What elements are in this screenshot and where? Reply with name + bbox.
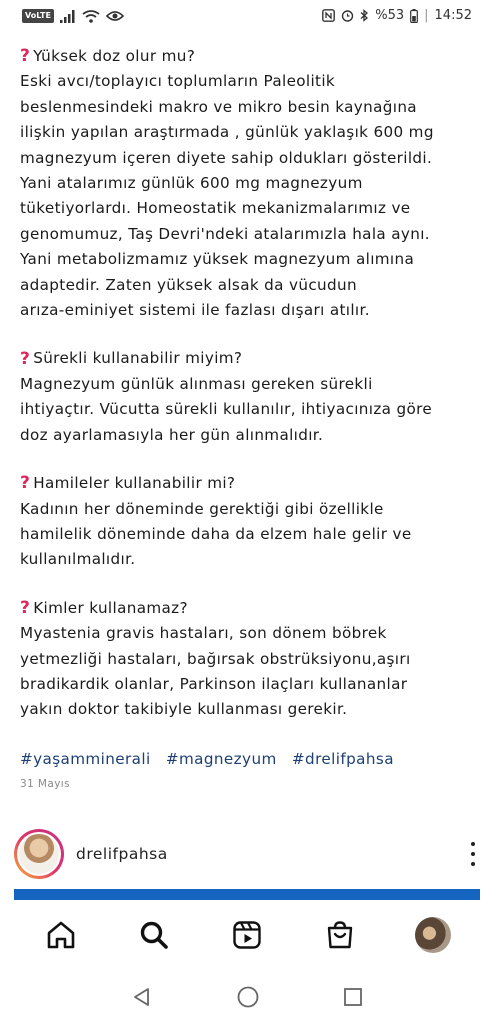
question-mark-icon: ? xyxy=(20,597,31,618)
post-date: 31 Mayıs xyxy=(20,777,70,790)
hashtag-link[interactable]: #yaşamminerali xyxy=(20,749,151,768)
caption-line: doz ayarlamasıyla her gün alınmalıdır. xyxy=(20,425,324,444)
caption-line: ilişkin yapılan araştırmada , günlük yaklaşık 600 mg xyxy=(20,123,434,142)
home-circle-icon[interactable] xyxy=(236,985,260,1009)
shop-icon xyxy=(325,920,355,950)
story-avatar[interactable] xyxy=(14,829,64,879)
alarm-icon xyxy=(341,9,354,22)
caption-line: yetmezliği hastaları, bağırsak obstrüksiyonu,aşırı xyxy=(20,649,411,668)
next-post-media-preview xyxy=(14,889,480,900)
caption-line: adaptedir. Zaten yüksek alsak da vücudun xyxy=(20,275,357,294)
nav-shop[interactable] xyxy=(310,905,370,965)
nav-reels[interactable] xyxy=(217,905,277,965)
status-separator: | xyxy=(424,8,429,23)
caption-line: tüketiyorlardı. Homeostatik mekanizmalarımız ve xyxy=(20,199,411,218)
faq-question: ? Hamileler kullanabilir mi? xyxy=(20,471,480,496)
caption-line: Magnezyum günlük alınması gereken sürekli xyxy=(20,374,373,393)
nav-home[interactable] xyxy=(31,905,91,965)
home-icon xyxy=(46,920,76,950)
caption-line: Eski avcı/toplayıcı toplumların Paleolitik xyxy=(20,72,336,91)
volte-badge: VoLTE xyxy=(22,9,54,23)
status-bar xyxy=(0,0,494,34)
more-options-icon[interactable] xyxy=(470,842,476,866)
status-left xyxy=(22,9,124,23)
hashtag-link[interactable]: #drelifpahsa xyxy=(291,749,394,768)
signal-icon xyxy=(60,10,76,23)
battery-percent: %53 xyxy=(375,8,405,23)
faq-question: ? Kimler kullanamaz? xyxy=(20,596,480,621)
caption-line: beslenmesindeki makro ve mikro besin kaynağına xyxy=(20,97,417,116)
clock: 14:52 xyxy=(434,8,472,23)
eye-icon xyxy=(106,10,124,22)
wifi-icon xyxy=(82,10,100,23)
recents-icon[interactable] xyxy=(343,987,363,1007)
bluetooth-icon xyxy=(360,9,369,22)
username-link[interactable]: drelifpahsa xyxy=(76,845,168,863)
faq-section xyxy=(20,346,480,448)
faq-section xyxy=(20,471,480,573)
profile-avatar xyxy=(415,917,451,953)
system-nav-bar xyxy=(0,970,494,1024)
caption-line: yakın doktor takibiyle kullanması gerekir. xyxy=(20,700,348,719)
post-caption xyxy=(20,44,480,790)
caption-line: hamilelik döneminde daha da elzem hale gelir ve xyxy=(20,524,412,543)
faq-question: ? Sürekli kullanabilir miyim? xyxy=(20,346,480,371)
faq-question: ? Yüksek doz olur mu? xyxy=(20,44,480,69)
caption-line: magnezyum içeren diyete sahip oldukları gösterildi. xyxy=(20,148,433,167)
status-right xyxy=(322,8,472,23)
faq-section xyxy=(20,596,480,723)
caption-line: kullanılmalıdır. xyxy=(20,550,136,569)
battery-icon xyxy=(410,9,418,23)
hashtag-row xyxy=(20,746,480,772)
bottom-nav xyxy=(0,900,494,970)
caption-line: genomumuz, Taş Devri'ndeki atalarımızla hala aynı. xyxy=(20,224,430,243)
caption-line: Yani metabolizmamız yüksek magnezyum alımına xyxy=(20,250,415,269)
caption-line: Myastenia gravis hastaları, son dönem böbrek xyxy=(20,624,387,643)
caption-line: bradikardik olanlar, Parkinson ilaçları kullananlar xyxy=(20,674,408,693)
nfc-icon xyxy=(322,9,335,22)
question-mark-icon: ? xyxy=(20,473,31,494)
nav-profile[interactable] xyxy=(403,905,463,965)
question-mark-icon: ? xyxy=(20,348,31,369)
hashtag-link[interactable]: #magnezyum xyxy=(165,749,277,768)
caption-line: Kadının her döneminde gerektiği gibi özellikle xyxy=(20,499,384,518)
avatar-image xyxy=(19,834,59,874)
caption-line: Yani atalarımız günlük 600 mg magnezyum xyxy=(20,174,363,193)
caption-line: arıza-eminiyet sistemi ile fazlası dışarı atılır. xyxy=(20,301,370,320)
nav-search[interactable] xyxy=(124,905,184,965)
faq-section xyxy=(20,44,480,323)
search-icon xyxy=(139,920,169,950)
caption-line: ihtiyaçtır. Vücutta sürekli kullanılır, ihtiyacınıza göre xyxy=(20,400,433,419)
back-icon[interactable] xyxy=(131,986,153,1008)
question-mark-icon: ? xyxy=(20,46,31,67)
next-post-header xyxy=(14,828,480,880)
reels-icon xyxy=(232,920,262,950)
